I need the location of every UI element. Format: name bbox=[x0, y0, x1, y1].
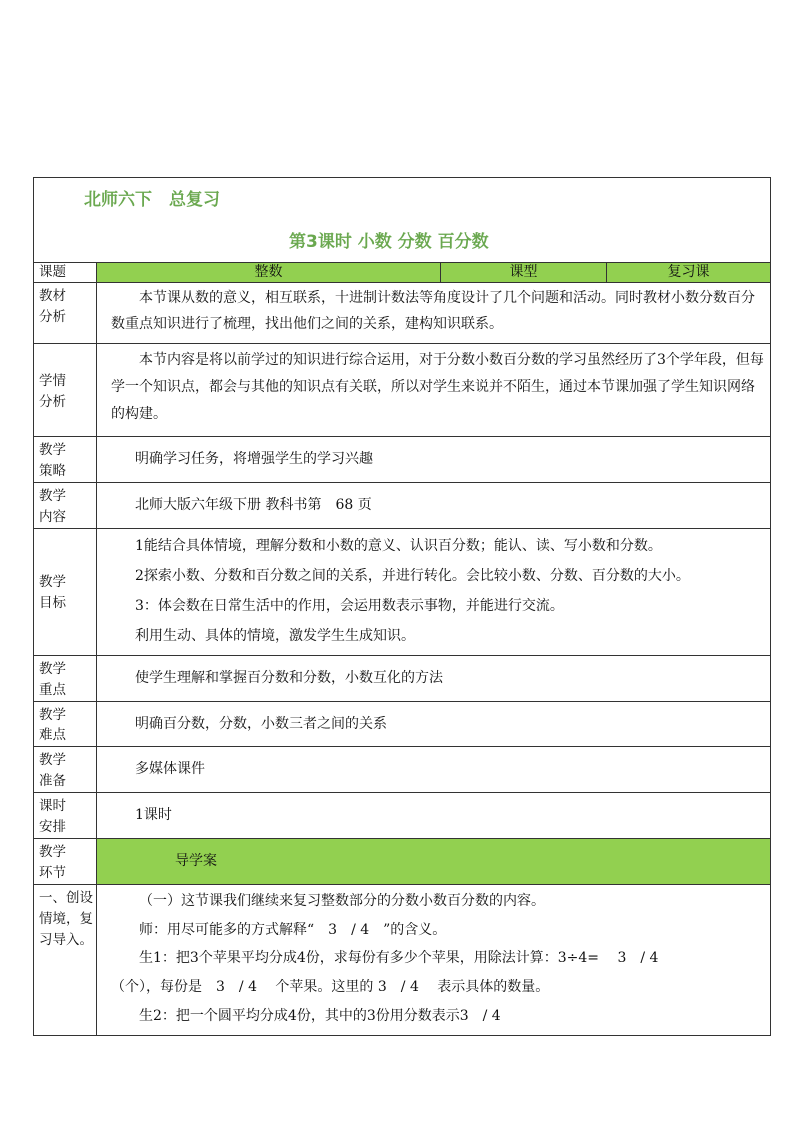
type-value: 复习课 bbox=[607, 263, 771, 283]
info-row bbox=[34, 263, 771, 283]
process-text: 导学案 bbox=[97, 839, 771, 885]
goal-item: 利用生动、具体的情境，激发学生生成知识。 bbox=[135, 627, 415, 644]
goal-item: 2探索小数、分数和百分数之间的关系，并进行转化。会比较小数、分数、百分数的大小。 bbox=[135, 567, 690, 584]
preparation-text: 多媒体课件 bbox=[97, 747, 771, 793]
difficulties-row bbox=[34, 701, 771, 747]
process-row bbox=[34, 839, 771, 885]
material-text: 本节课从数的意义，相互联系，十进制计数法等角度设计了几个问题和活动。同时教材小数分数百分数重点知识进行了梳理，找出他们之间的关系，建构知识联系。 bbox=[97, 283, 771, 344]
lesson-paragraph: 师：用尽可能多的方式解释“ 3 / 4 ”的含义。 bbox=[139, 921, 447, 938]
students-label bbox=[34, 344, 97, 437]
goals-label bbox=[34, 528, 97, 655]
schedule-label bbox=[34, 793, 97, 839]
process-label bbox=[34, 839, 97, 885]
label-line: 学情 bbox=[39, 372, 66, 389]
label-line: 教学 bbox=[39, 487, 66, 504]
lesson-body bbox=[97, 884, 771, 1035]
label-line: 重点 bbox=[39, 681, 66, 698]
goal-item: 3：体会数在日常生活中的作用，会运用数表示事物，并能进行交流。 bbox=[135, 597, 564, 614]
difficulties-text: 明确百分数，分数，小数三者之间的关系 bbox=[97, 701, 771, 747]
label-line: 准备 bbox=[39, 773, 66, 790]
key-points-text: 使学生理解和掌握百分数和分数，小数互化的方法 bbox=[97, 655, 771, 701]
content-label bbox=[34, 482, 97, 528]
topic-value: 整数 bbox=[97, 263, 441, 283]
students-row bbox=[34, 344, 771, 437]
content-text: 北师大版六年级下册 教科书第 68 页 bbox=[97, 482, 771, 528]
lesson-row bbox=[34, 884, 771, 1035]
header-row bbox=[34, 178, 771, 263]
topic-label: 课题 bbox=[34, 263, 97, 283]
label-line: 教材 bbox=[39, 288, 66, 304]
label-line: 教学 bbox=[39, 574, 66, 591]
label-line: 分析 bbox=[39, 308, 66, 325]
strategy-row bbox=[34, 437, 771, 483]
label-line: 难点 bbox=[39, 727, 66, 744]
lesson-paragraph: 生1：把3个苹果平均分成4份，求每份有多少个苹果，用除法计算：3÷4= 3 / 4 bbox=[139, 950, 659, 967]
lesson-plan-page bbox=[33, 177, 770, 1036]
preparation-row bbox=[34, 747, 771, 793]
label-line: 策略 bbox=[39, 462, 66, 479]
header-cell bbox=[34, 178, 771, 263]
goal-item: 1能结合具体情境，理解分数和小数的意义、认识百分数；能认、读、写小数和分数。 bbox=[135, 537, 662, 554]
label-line: 教学 bbox=[39, 442, 66, 458]
material-row bbox=[34, 283, 771, 344]
strategy-label bbox=[34, 437, 97, 483]
goals-list bbox=[97, 528, 771, 655]
lesson-paragraph: 生2：把一个圆平均分成4份，其中的3份用分数表示3 / 4 bbox=[139, 1007, 501, 1024]
goals-row bbox=[34, 528, 771, 655]
strategy-text: 明确学习任务，将增强学生的学习兴趣 bbox=[97, 437, 771, 483]
schedule-text: 1课时 bbox=[97, 793, 771, 839]
students-text: 本节内容是将以前学过的知识进行综合运用，对于分数小数百分数的学习虽然经历了3个学年段，但每学一个知识点，都会与其他的知识点有关联，所以对学生来说并不陌生，通过本节课加强了学生知识网络的构建。 bbox=[97, 344, 771, 437]
lesson-title: 第3课时 小数 分数 百分数 bbox=[289, 232, 489, 252]
label-line: 目标 bbox=[39, 595, 66, 612]
key-points-row bbox=[34, 655, 771, 701]
preparation-label bbox=[34, 747, 97, 793]
label-line: 教学 bbox=[39, 660, 66, 677]
content-row bbox=[34, 482, 771, 528]
type-label: 课型 bbox=[441, 263, 607, 283]
lesson-plan-table bbox=[33, 177, 771, 1036]
label-line: 安排 bbox=[39, 819, 66, 836]
label-line: 课时 bbox=[39, 798, 66, 815]
label-line: 环节 bbox=[39, 864, 66, 881]
series-title: 北师六下 总复习 bbox=[84, 190, 220, 210]
lesson-section-label: 一、创设情境，复习导入。 bbox=[34, 884, 97, 1035]
label-line: 内容 bbox=[39, 508, 66, 525]
lesson-paragraph: （个），每份是 3 / 4 个苹果。这里的 3 / 4 表示具体的数量。 bbox=[111, 978, 550, 995]
label-line: 分析 bbox=[39, 393, 66, 410]
label-line: 教学 bbox=[39, 844, 66, 861]
schedule-row bbox=[34, 793, 771, 839]
material-label bbox=[34, 283, 97, 344]
lesson-paragraph: （一）这节课我们继续来复习整数部分的分数小数百分数的内容。 bbox=[139, 892, 545, 909]
label-line: 教学 bbox=[39, 752, 66, 769]
key-points-label bbox=[34, 655, 97, 701]
label-line: 教学 bbox=[39, 706, 66, 723]
difficulties-label bbox=[34, 701, 97, 747]
